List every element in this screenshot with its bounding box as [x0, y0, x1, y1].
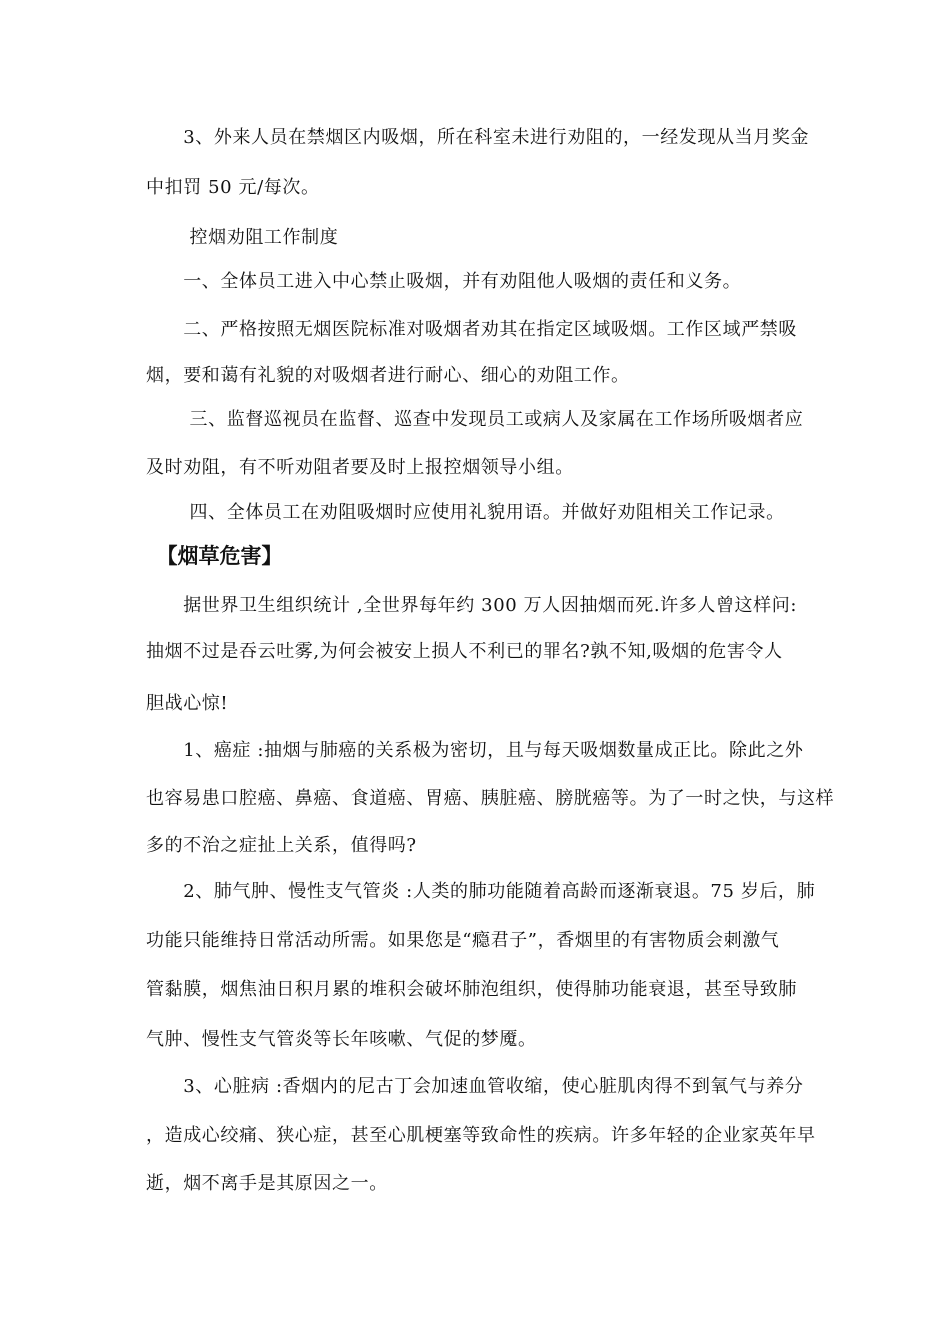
- paragraph-line: 2、肺气肿、慢性支气管炎 :人类的肺功能随着高龄而逐渐衰退。75 岁后，肺: [146, 881, 816, 902]
- section-heading: 【烟草危害】: [146, 544, 283, 568]
- paragraph-line: 气肿、慢性支气管炎等长年咳嗽、气促的梦魇。: [146, 1029, 537, 1050]
- paragraph-line: 烟，要和蔼有礼貌的对吸烟者进行耐心、细心的劝阻工作。: [146, 365, 630, 386]
- paragraph-line: 一、全体员工进入中心禁止吸烟，并有劝阻他人吸烟的责任和义务。: [146, 271, 742, 292]
- paragraph-line: 抽烟不过是吞云吐雾,为何会被安上损人不利已的罪名?孰不知,吸烟的危害令人: [146, 641, 783, 662]
- paragraph-line: 胆战心惊!: [146, 693, 229, 714]
- paragraph-line: 也容易患口腔癌、鼻癌、食道癌、胃癌、胰脏癌、膀胱癌等。为了一时之快，与这样: [146, 788, 835, 809]
- paragraph-line: 3、心脏病 :香烟内的尼古丁会加速血管收缩，使心脏肌肉得不到氧气与养分: [146, 1076, 804, 1097]
- paragraph-line: 及时劝阻，有不听劝阻者要及时上报控烟领导小组。: [146, 457, 574, 478]
- paragraph-line: 逝，烟不离手是其原因之一。: [146, 1173, 388, 1194]
- paragraph-line: ，造成心绞痛、狭心症，甚至心肌梗塞等致命性的疾病。许多年轻的企业家英年早: [146, 1125, 816, 1146]
- paragraph-line: 四、全体员工在劝阻吸烟时应使用礼貌用语。并做好劝阻相关工作记录。: [146, 502, 785, 523]
- paragraph-line: 三、监督巡视员在监督、巡查中发现员工或病人及家属在工作场所吸烟者应: [146, 409, 804, 430]
- paragraph-line: 管黏膜，烟焦油日积月累的堆积会破坏肺泡组织，使得肺功能衰退，甚至导致肺: [146, 979, 797, 1000]
- paragraph-line: 据世界卫生组织统计 ,全世界每年约 300 万人因抽烟而死.许多人曾这样问:: [146, 595, 798, 616]
- paragraph-line: 1、癌症 :抽烟与肺癌的关系极为密切，且与每天吸烟数量成正比。除此之外: [146, 740, 804, 761]
- paragraph-line: 中扣罚 50 元/每次。: [146, 177, 320, 198]
- paragraph-line: 3、外来人员在禁烟区内吸烟，所在科室未进行劝阻的，一经发现从当月奖金: [146, 127, 810, 148]
- section-title: 控烟劝阻工作制度: [146, 227, 339, 248]
- paragraph-line: 二、严格按照无烟医院标准对吸烟者劝其在指定区域吸烟。工作区域严禁吸: [146, 319, 797, 340]
- paragraph-line: 功能只能维持日常活动所需。如果您是“瘾君子”，香烟里的有害物质会刺激气: [146, 930, 780, 951]
- paragraph-line: 多的不治之症扯上关系，值得吗?: [146, 835, 417, 856]
